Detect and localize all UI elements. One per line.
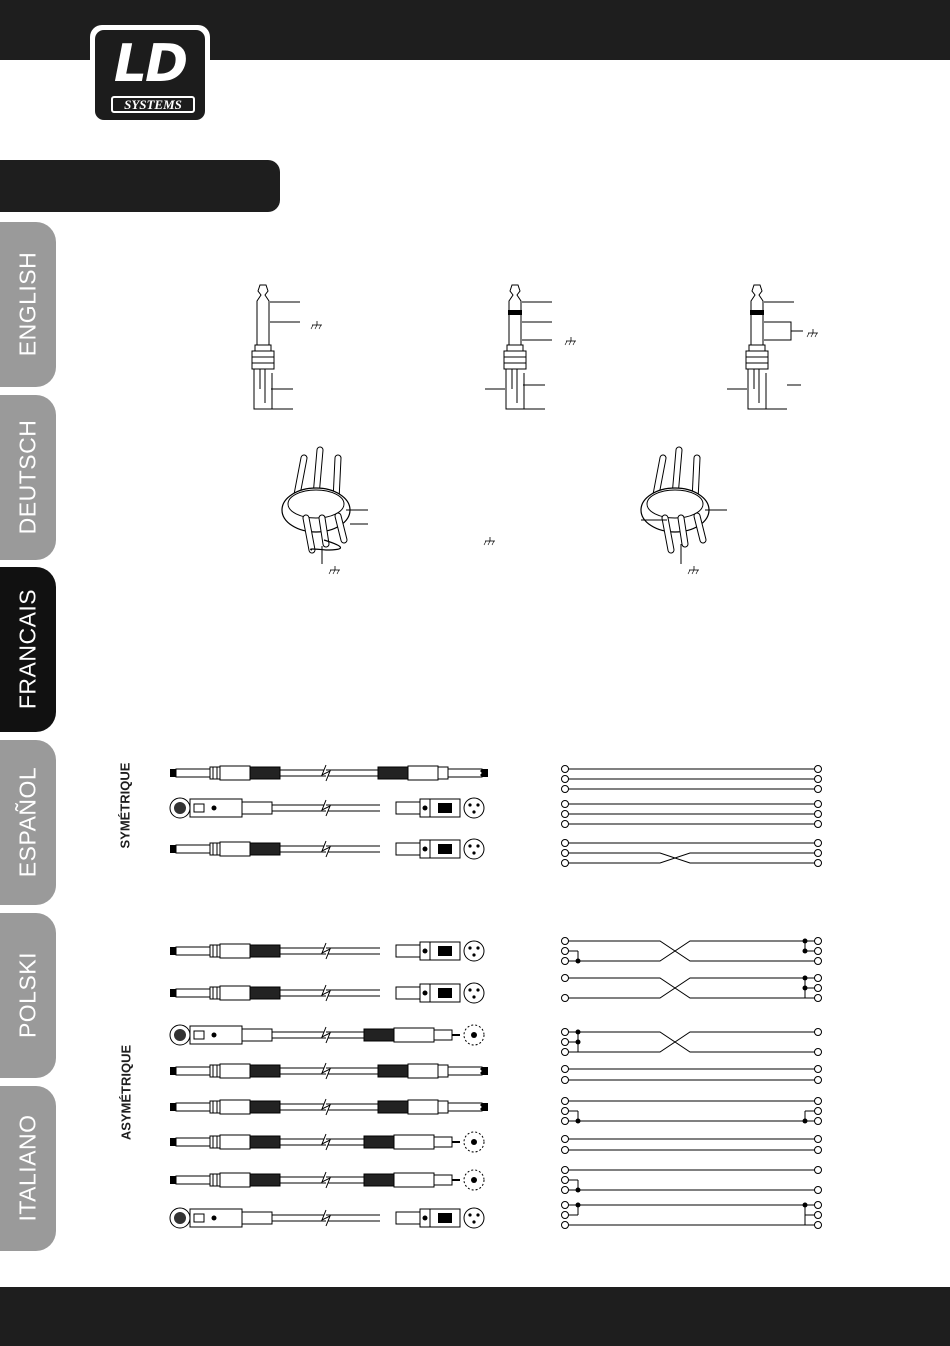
tab-polski-label: POLSKI (14, 951, 41, 1039)
cable-sym-3 (170, 839, 484, 859)
cable-asym-2 (170, 983, 484, 1003)
cable-asym-1 (170, 941, 484, 961)
asymmetric-label: ASYMÉTRIQUE (118, 1044, 134, 1141)
logo-sub-text: SYSTEMS (111, 96, 195, 113)
wiring-schematics (562, 766, 822, 1229)
solder-dots (576, 939, 808, 1208)
cable-sym-1 (170, 765, 488, 781)
logo-main-text: LD (113, 34, 187, 94)
jack-mono-diagram (252, 285, 322, 409)
tab-deutsch-label: DEUTSCH (14, 419, 41, 535)
jack-stereo-diagram-2 (727, 285, 818, 409)
tab-english-label: ENGLISH (14, 251, 41, 357)
tab-italiano-label: ITALIANO (14, 1114, 41, 1222)
jack-stereo-diagram (485, 285, 576, 409)
cable-sym-2 (170, 798, 484, 818)
bottom-bar (0, 1287, 950, 1346)
tab-francais-label: FRANCAIS (14, 588, 41, 710)
cable-asym-4 (170, 1063, 488, 1079)
cable-asym-7 (170, 1170, 484, 1190)
xlr-diagram-2 (641, 450, 727, 574)
xlr-diagram-1 (282, 450, 368, 574)
cable-asym-6 (170, 1132, 484, 1152)
cable-asym-3 (170, 1025, 484, 1045)
symmetric-label: SYMÉTRIQUE (117, 762, 133, 849)
cable-asym-5 (170, 1099, 488, 1115)
cable-asym-8 (170, 1208, 484, 1228)
tab-espanol-label: ESPAÑOL (14, 766, 41, 878)
